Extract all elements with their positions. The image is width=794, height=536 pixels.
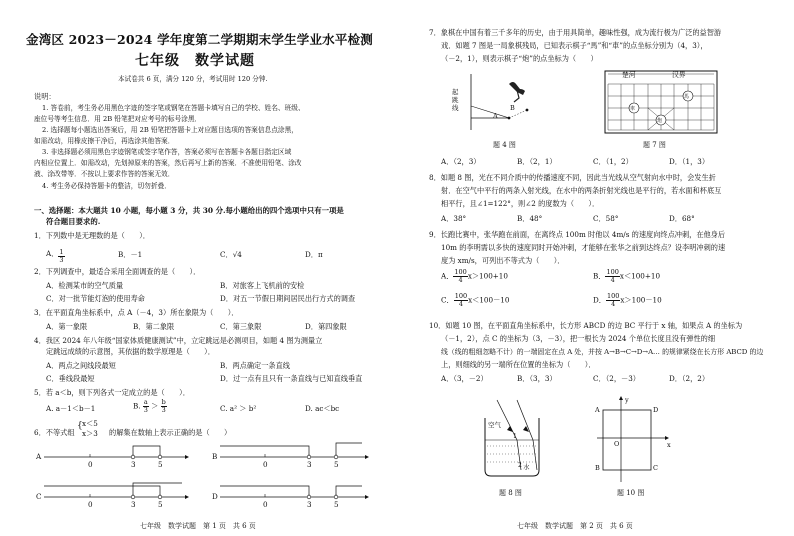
note-line: 如需改动，用橡皮擦干净后，再选涂其他答案． — [34, 137, 175, 145]
q1-option-d: D．π — [305, 250, 323, 259]
q10-stem-cont: （－1，2），点 C 的坐标为（3，－3），把一根长为 2024 个单位长度且没有弹性的细 — [441, 334, 716, 343]
jumper-icon — [509, 82, 525, 95]
section-heading-cont: 符合题目要求的. — [46, 217, 101, 226]
tick-label: 3 — [131, 460, 136, 469]
number-line-c — [44, 483, 189, 499]
q4-option-b: B．两点确定一条直线 — [220, 361, 290, 370]
q6-stem-post: 的解集在数轴上表示正确的是（ ） — [109, 428, 232, 437]
figure-7-chessboard — [602, 68, 722, 138]
q4-option-c: C．垂线段最短 — [46, 374, 95, 383]
notes-title: 说明： — [34, 92, 56, 101]
q6-number-lines — [0, 435, 397, 525]
q9-stem: 9．长跑比赛中，张华跑在前面，在离终点 100m 时他以 4m/s 的速度向终点冲刺，在他身后 — [429, 230, 726, 239]
note-line: 液、涂改带等．不按以上要求作答的答案无效． — [34, 170, 175, 178]
note-line: 2. 选择题每小题选出答案后，用 2B 铅笔把答题卡上对应题目选项的答案信息点涂黑， — [42, 126, 298, 134]
q1-stem: 1．下列数中是无理数的是（ ）． — [34, 231, 150, 240]
q2-option-d: D．对五一节假日期间居民出行方式的调查 — [220, 294, 356, 303]
fig4-takeoff-line-label: 起跳线 — [452, 88, 459, 112]
q10-option-c: C．（2，－3） — [593, 374, 640, 383]
q4-stem-cont: 定跳远成绩的示意图，其依据的数学原理是（ ）． — [46, 347, 215, 356]
fig10-origin: O — [614, 440, 620, 448]
fig7-caption: 题 7 图 — [643, 141, 666, 149]
q8-option-d: D．68° — [669, 214, 695, 223]
q2-option-c: C．对一批节能灯泡的使用寿命 — [46, 294, 145, 303]
fig10-point-d: D — [653, 406, 659, 414]
q8-stem: 8．如题 8 图，光在不同介质中的传播速度不同，因此当光线从空气射向水中时，会发生折 — [429, 173, 716, 182]
q10-stem-cont: 线（线的粗细忽略不计）的一端固定在点 A 处，并按 A→B→C→D→A… 的规律紧绕在长方形 ABCD 的边 — [441, 348, 764, 356]
note-line: 座位号等考生信息．用 2B 铅笔把对应考号的标号涂黑． — [34, 115, 202, 123]
number-line-c-label: C — [36, 492, 42, 501]
q3-option-a: A．第一象限 — [46, 322, 88, 331]
q3-option-d: D．第四象限 — [305, 322, 347, 331]
page-2 — [397, 0, 794, 536]
fig10-point-c: C — [653, 464, 658, 472]
tick-label: 3 — [131, 500, 136, 509]
fig7-river-label: 楚河 — [622, 71, 636, 79]
q4-option-d: D．过一点有且只有一条直线与已知直线垂直 — [220, 374, 363, 383]
q5-stem: 5．若 a＜b，则下列各式一定成立的是（ ）． — [34, 388, 190, 397]
q5-option-c: C. a² ＞ b² — [220, 404, 257, 413]
note-line: 1. 答卷前，考生务必用黑色字迹的签字笔或钢笔在答题卡填写自己的学校、姓名、班级、 — [42, 104, 305, 112]
number-line-a — [44, 446, 189, 459]
note-line: 内相应位置上．如需改动，先划掉原来的答案，然后再写上新的答案．不准使用铅笔、涂改 — [34, 159, 302, 167]
q7-stem: 7．象棋在中国有着三千多年的历史，由于用具简单，趣味性强，成为流行极为广泛的益智游 — [429, 28, 722, 37]
q8-option-c: C．58° — [593, 214, 619, 223]
q8-stem-cont: 射．在空气中平行的两条入射光线，在水中的两条折射光线也是平行的，若水面和杯底互 — [441, 186, 722, 195]
chess-piece-car-label: 車 — [630, 106, 636, 112]
q2-option-b: B．对旅客上飞机前的安检 — [220, 281, 305, 290]
number-line-d-label: D — [212, 492, 218, 501]
chess-piece-cannon-label: 炮 — [657, 118, 663, 124]
fig10-x-axis-label: x — [667, 441, 671, 449]
tick-label: 3 — [307, 500, 312, 509]
tick-label: 5 — [334, 460, 339, 469]
page-footer: 七年级 数学试题 第 2 页 共 6 页 — [517, 522, 633, 530]
q9-option-d: D． $\frac{100}{4}$ x＞100－10 — [593, 292, 662, 308]
q9-stem-cont: 10m 的李明需以多快的速度同时开始冲刺，才能够在张华之前到达终点？设李明冲刺的速 — [441, 243, 726, 252]
tick-label: 0 — [263, 460, 268, 469]
q9-option-c: C． $\frac{100}{4}$ x＜100－10 — [441, 292, 510, 308]
fig7-border-label: 汉界 — [672, 71, 686, 79]
q7-option-d: D．（1，3） — [669, 157, 710, 166]
q3-stem: 3．在平面直角坐标系中，点 A（－4，3）所在象限为（ ）． — [34, 308, 239, 317]
q8-option-a: A．38° — [441, 214, 467, 223]
q3-option-b: B．第二象限 — [133, 322, 175, 331]
q3-option-c: C．第三象限 — [220, 322, 262, 331]
fig8-angle-2: 2 — [518, 462, 522, 469]
fig10-point-b: B — [595, 464, 600, 472]
tick-label: 5 — [158, 500, 163, 509]
number-line-b — [220, 443, 369, 459]
number-line-d — [220, 486, 369, 499]
chess-piece-horse-label: 馬 — [684, 94, 690, 100]
q10-stem: 10．如题 10 图，在平面直角坐标系中，长方形 ABCD 的边 BC 平行于 x 轴，如果点 A 的坐标为 — [429, 321, 743, 330]
fig10-y-axis-label: y — [625, 396, 629, 404]
figure-4 — [451, 70, 591, 150]
q8-option-b: B．48° — [517, 214, 543, 223]
fig8-caption: 题 8 图 — [499, 489, 522, 497]
figure-10-coordinate-plane — [595, 398, 685, 488]
number-line-a-label: A — [36, 452, 42, 461]
tick-label: 5 — [158, 460, 163, 469]
exam-info: 本试卷共 6 页，满分 120 分，考试用时 120 分钟. — [118, 75, 268, 83]
q1-option-a: A． $\frac{1}{3}$ — [46, 248, 64, 264]
q9-option-b: B． $\frac{100}{4}$ x＜100+10 — [593, 268, 661, 284]
note-line: 4. 考生务必保持答题卡的整洁，切勿折叠． — [42, 182, 171, 190]
q6-stem-pre: 6．不等式组 — [34, 428, 75, 437]
q5-option-b: B. $\frac{a}{3}$ ＞ $\frac{b}{3}$ — [133, 398, 166, 414]
q1-option-b: B．－1 — [118, 250, 143, 259]
fig4-point-b: B — [510, 104, 515, 112]
q9-stem-cont: 度为 xm/s，可列出不等式为（ ）． — [441, 256, 565, 265]
q9-option-a: A． $\frac{100}{4}$ x＞100+10 — [441, 268, 508, 284]
page-footer: 七年级 数学试题 第 1 页 共 6 页 — [140, 522, 256, 530]
fig8-air-label: 空气 — [488, 421, 501, 429]
q8-stem-cont: 相平行，且∠1=122°，则∠2 的度数为（ ）． — [441, 199, 600, 208]
q10-option-d: D．（2，2） — [669, 374, 710, 383]
q5-option-d: D. ac＜bc — [305, 404, 340, 413]
q6-ineq-1: x＜5 — [82, 419, 98, 428]
q5-option-a: A. a－1＜b－1 — [46, 404, 96, 413]
q4-stem: 4．我区 2024 年八年级“国家体质健康测试”中，立定跳远是必测项目，如题 4 图为测量立 — [34, 336, 323, 345]
q6-ineq-2: x＞3 — [82, 429, 98, 438]
fig4-point-a: A — [493, 112, 498, 120]
tick-label: 3 — [307, 460, 312, 469]
fig10-point-a: A — [595, 406, 600, 414]
exam-subtitle: 七年级 数学试题 — [135, 53, 255, 69]
q6-brace: { — [77, 421, 83, 431]
note-line: 3. 非选择题必须用黑色字迹钢笔或签字笔作答，答案必须写在答题卡各题目指定区域 — [42, 148, 292, 156]
q1-option-c: C．√4 — [220, 250, 242, 259]
q7-stem-cont: （－2，1），则表示棋子“炮”的点坐标为（ ） — [441, 54, 598, 63]
figure-8-beaker — [477, 390, 567, 480]
q7-option-b: B．（2，1） — [517, 157, 557, 166]
section-heading: 一、选择题：本大题共 10 小题，每小题 3 分，共 30 分.每小题给出的四个选项中只有一项是 — [34, 206, 344, 215]
q2-stem: 2．下列调查中，最适合采用全面调查的是（ ）． — [34, 267, 201, 276]
fig10-caption: 题 10 图 — [617, 489, 645, 497]
q10-option-a: A．（3，－2） — [441, 374, 488, 383]
q7-option-a: A．（2，3） — [441, 157, 481, 166]
q2-option-a: A．检测某市的空气质量 — [46, 281, 124, 290]
q4-option-a: A．两点之间线段最短 — [46, 361, 116, 370]
fig8-water-label: 水 — [523, 463, 530, 471]
fig8-angle-1: 1 — [513, 433, 517, 440]
exam-title: 金湾区 2023－2024 学年度第二学期期末学生学业水平检测 — [26, 32, 373, 47]
tick-label: 0 — [88, 460, 93, 469]
q10-option-b: B．（3，3） — [517, 374, 557, 383]
tick-label: 0 — [88, 500, 93, 509]
q7-option-c: C．（1，2） — [593, 157, 633, 166]
q7-stem-cont: 戏．如题 7 图是一局象棋残局，已知表示棋子“馬”和“車”的点坐标分别为（4，3）， — [441, 41, 708, 50]
tick-label: 0 — [263, 500, 268, 509]
number-line-b-label: B — [212, 452, 218, 461]
fig4-caption: 题 4 图 — [493, 141, 516, 149]
tick-label: 5 — [334, 500, 339, 509]
q10-stem-cont: 上，则细线的另一端所在位置的坐标为（ ）． — [441, 360, 596, 369]
